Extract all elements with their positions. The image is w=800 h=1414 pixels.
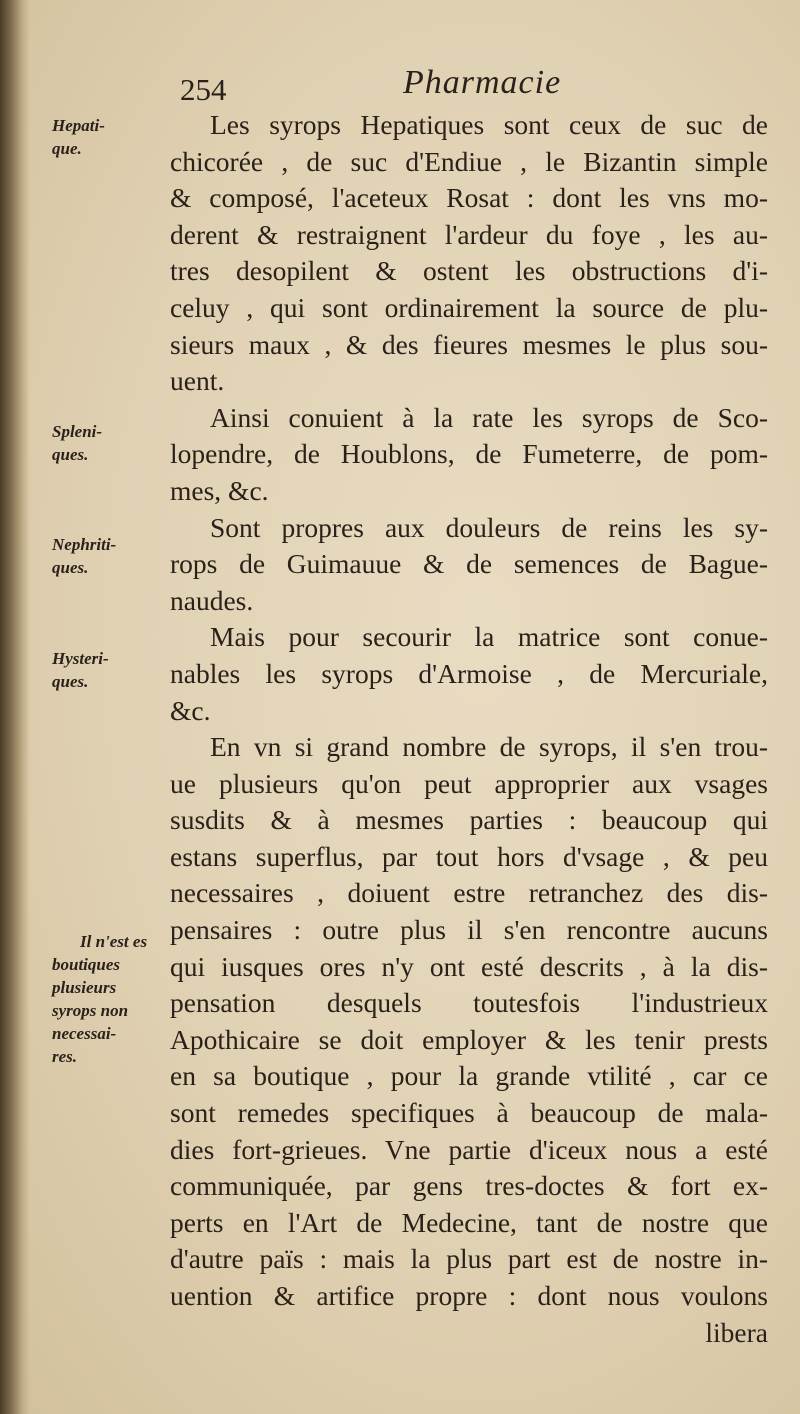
text-line: susdits & à mesmes parties : beaucoup qui [170, 804, 768, 836]
text-line: uention & artifice propre : dont nous voulons [170, 1280, 768, 1311]
text-line: communiquée, par gens tres-doctes & fort ex- [170, 1170, 768, 1202]
margin-note-line: necessai- [52, 1024, 117, 1043]
margin-note-nephritique [52, 533, 162, 579]
text-line: necessaires , doiuent estre retranchez des dis- [170, 877, 768, 909]
text-line: En vn si grand nombre de syrops, il s'en trou- [210, 731, 768, 763]
page-number: 254 [180, 72, 227, 107]
margin-note-hepatique [52, 114, 162, 160]
text-line: uent. [170, 365, 225, 397]
text-line: Mais pour secourir la matrice sont conue- [210, 621, 768, 653]
margin-note-line: ques. [52, 672, 89, 691]
text-line: Sont propres aux douleurs de reins les sy- [210, 511, 768, 543]
margin-note-line: syrops non [52, 1001, 129, 1020]
text-line: perts en l'Art de Medecine, tant de nostre que [170, 1206, 768, 1238]
text-line: en sa boutique , pour la grande vtilité , car ce [170, 1060, 768, 1092]
text-line: ue plusieurs qu'on peut approprier aux vsages [170, 767, 768, 799]
body-text [170, 107, 768, 1351]
margin-note-line: Il n'est es [80, 932, 148, 951]
text-line: tres desopilent & ostent les obstructions d'i- [170, 255, 768, 287]
text-line: rops de Guimauue & de semences de Bague- [170, 548, 768, 580]
binding-gutter [0, 0, 30, 1414]
text-line: & composé, l'aceteux Rosat : dont les vns mo- [170, 182, 768, 214]
margin-note-line: que. [52, 139, 82, 158]
text-line: dies fort-grieues. Vne partie d'iceux nous a esté [170, 1133, 768, 1165]
margin-note-splenique [52, 420, 162, 466]
text-line: Apothicaire se doit employer & les tenir prests [170, 1023, 768, 1055]
text-line: lopendre, de Houblons, de Fumeterre, de pom- [170, 438, 768, 470]
margin-note-line: Nephriti- [52, 535, 117, 554]
margin-note-hysterique [52, 647, 162, 693]
text-line: Les syrops Hepatiques sont ceux de suc de [210, 109, 768, 140]
running-head: Pharmacie [403, 64, 562, 101]
margin-note-syrops [52, 930, 162, 1068]
text-line: sont remedes specifiques à beaucoup de mala- [170, 1097, 768, 1129]
margin-note-line: ques. [52, 445, 89, 464]
text-line: nables les syrops d'Armoise , de Mercuriale, [170, 657, 768, 689]
text-line: derent & restraignent l'ardeur du foye , les au- [170, 218, 768, 250]
text-line: chicorée , de suc d'Endiue , le Bizantin simple [170, 145, 768, 177]
text-line: qui iusques ores n'y ont esté descrits , à la dis- [170, 950, 768, 982]
margin-note-line: res. [52, 1047, 78, 1066]
text-line: sieurs maux , & des fieures mesmes le plus sou- [170, 328, 768, 360]
margin-note-line: boutiques [52, 955, 121, 974]
text-line: naudes. [170, 584, 254, 616]
margin-note-line: Spleni- [52, 422, 103, 441]
margin-note-line: ques. [52, 558, 89, 577]
text-line: &c. [170, 694, 211, 726]
text-line: pensaires : outre plus il s'en rencontre aucuns [170, 914, 768, 946]
text-line: mes, &c. [170, 474, 269, 506]
catchword: libera [705, 1316, 768, 1348]
margin-note-line: Hepati- [52, 116, 105, 135]
text-line: estans superflus, par tout hors d'vsage , & peu [170, 840, 768, 872]
text-line: Ainsi conuient à la rate les syrops de Sco- [210, 401, 768, 433]
margin-note-line: Hysteri- [52, 649, 109, 668]
text-line: d'autre païs : mais la plus part est de nostre in- [170, 1243, 768, 1275]
text-line: pensation desquels toutesfois l'industrieux [170, 987, 768, 1019]
margin-note-line: plusieurs [52, 978, 117, 997]
text-line: celuy , qui sont ordinairement la source de plu- [170, 291, 768, 323]
